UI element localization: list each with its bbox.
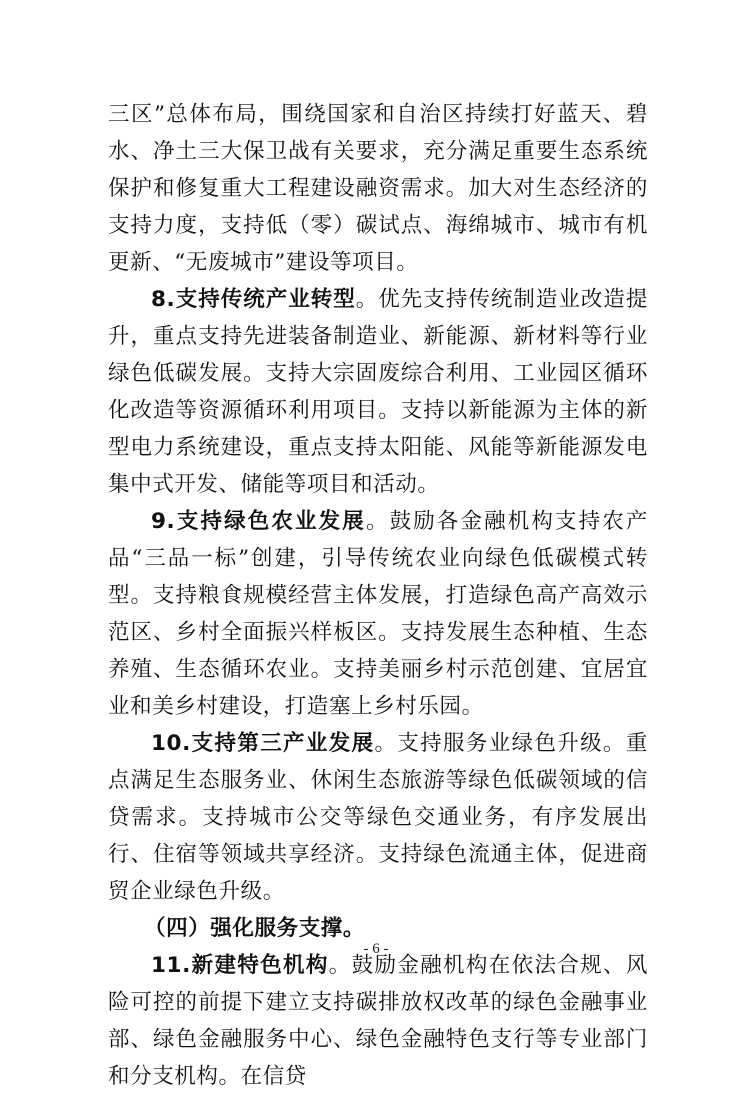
item-10-lead: 10.支持第三产业发展 bbox=[151, 731, 375, 756]
item-10-body: 。支持服务业绿色升级。重点满足生态服务业、休闲生态旅游等绿色低碳领域的信贷需求。支持城市公交等绿色交通业务，有序发展出行、住宿等领域共享经济。支持绿色流通主体，促进商贸企业绿色升级。 bbox=[108, 731, 648, 904]
item-8-body: 。优先支持传统制造业改造提升，重点支持先进装备制造业、新能源、新材料等行业绿色低碳发展。支持大宗固废综合利用、工业园区循环化改造等资源循环利用项目。支持以新能源为主体的新型电力系统建设，重点支持太阳能、风能等新能源发电集中式开发、储能等项目和活动。 bbox=[108, 287, 648, 497]
item-11-body: 。鼓励金融机构在依法合规、风险可控的前提下建立支持碳排放权改革的绿色金融事业部、绿色金融服务中心、绿色金融特色支行等专业部门和分支机构。在信贷 bbox=[108, 953, 648, 1089]
continuation-paragraph bbox=[108, 96, 648, 281]
page-number: - 6 - bbox=[363, 941, 389, 957]
paragraph-item-8 bbox=[108, 281, 648, 503]
item-11-lead: 11.新建特色机构 bbox=[151, 953, 329, 978]
item-9-lead: 9.支持绿色农业发展 bbox=[151, 509, 366, 534]
paragraph-item-9 bbox=[108, 503, 648, 725]
item-8-lead: 8.支持传统产业转型 bbox=[151, 287, 356, 312]
paragraph-item-11 bbox=[108, 947, 648, 1095]
paragraph-item-10 bbox=[108, 725, 648, 910]
item-9-body: 。鼓励各金融机构支持农产品“三品一标”创建，引导传统农业向绿色低碳模式转型。支持粮食规模经营主体发展，打造绿色高产高效示范区、乡村全面振兴样板区。支持发展生态种植、生态养殖、生态循环农业。支持美丽乡村示范创建、宜居宜业和美乡村建设，打造塞上乡村乐园。 bbox=[108, 509, 648, 719]
section-heading-4-text: （四）强化服务支撑。 bbox=[144, 916, 366, 941]
continuation-text: 三区”总体布局，围绕国家和自治区持续打好蓝天、碧水、净土三大保卫战有关要求，充分满足重要生态系统保护和修复重大工程建设融资需求。加大对生态经济的支持力度，支持低（零）碳试点、海绵城市、城市有机更新、“无废城市”建设等项目。 bbox=[108, 102, 648, 275]
